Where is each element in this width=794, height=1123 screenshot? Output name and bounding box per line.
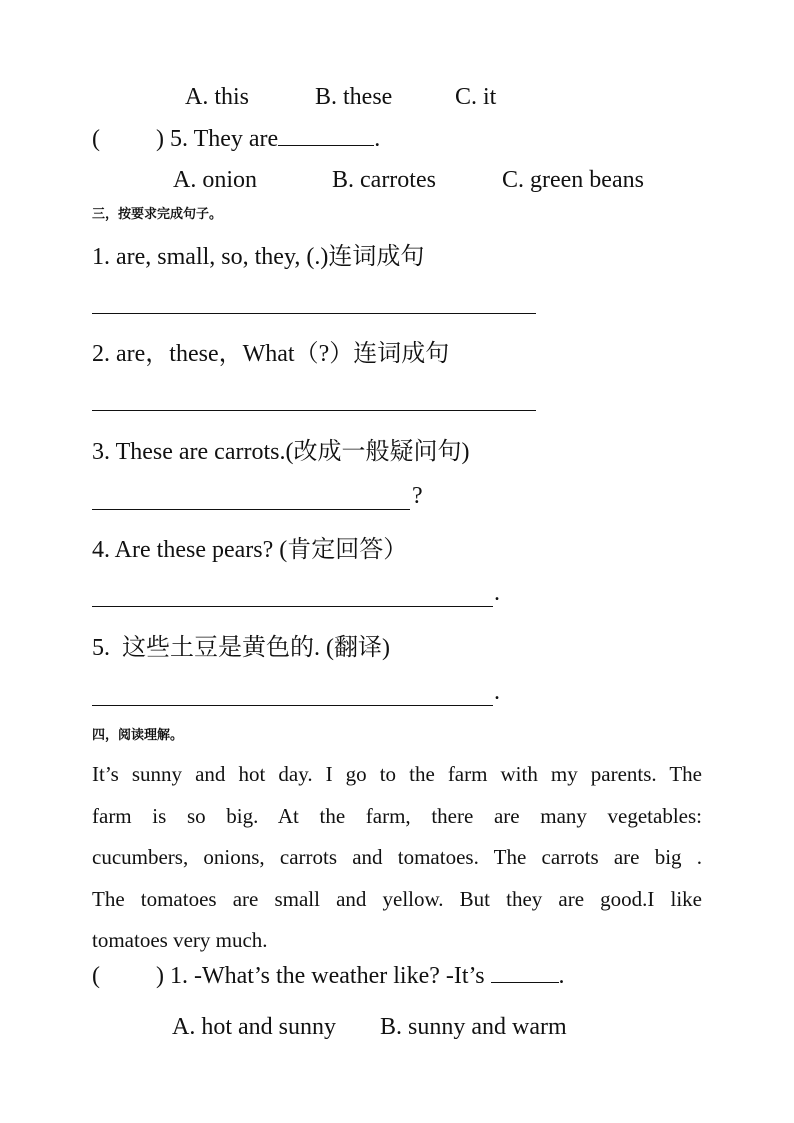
s3-item-5: 5. 这些土豆是黄色的. (翻译) [92, 635, 390, 661]
rq1-option-b: B. sunny and warm [380, 1014, 567, 1040]
q5-paren-close: ) [156, 126, 164, 152]
s3-answer-line-2[interactable] [92, 410, 536, 411]
s3-item-4: 4. Are these pears? (肯定回答） [92, 537, 408, 563]
passage-line: farm is so big. At the farm, there are many vegetables: [92, 803, 702, 828]
s3-item-3: 3. These are carrots.(改成一般疑问句) [92, 439, 470, 465]
s3-answer-line-5[interactable] [92, 705, 493, 706]
rq1-option-a: A. hot and sunny [172, 1014, 336, 1040]
q4-option-b: B. these [315, 84, 393, 110]
s3-answer-line-3[interactable] [92, 509, 410, 510]
q4-option-a: A. this [185, 84, 250, 110]
rq1-answer-blank[interactable] [491, 964, 559, 983]
passage-line: cucumbers, onions, carrots and tomatoes. The carrots are big . [92, 845, 702, 870]
section3-title: 三，按要求完成句子。 [92, 207, 223, 222]
rq1-stem [170, 963, 565, 990]
q5-option-a: A. onion [173, 167, 257, 193]
q5-answer-blank[interactable] [278, 127, 374, 146]
q5-stem [170, 126, 380, 153]
s3-item-3-suffix: ? [412, 483, 423, 509]
q5-option-b: B. carrotes [332, 167, 436, 193]
s3-item-4-suffix: . [494, 580, 500, 606]
s3-item-1: 1. are, small, so, they, (.)连词成句 [92, 244, 425, 270]
q5-paren-open: ( [92, 126, 100, 152]
passage-line: The tomatoes are small and yellow. But they are good.I like [92, 886, 702, 911]
rq1-stem-end: . [558, 963, 565, 989]
passage-line: It’s sunny and hot day. I go to the farm with my parents. The [92, 762, 702, 786]
q5-stem-text: 5. They are [170, 126, 279, 152]
rq1-paren-close: ) [156, 963, 164, 989]
section4-title: 四，阅读理解。 [92, 728, 184, 743]
rq1-stem-text: 1. -What’s the weather like? -It’s [170, 963, 485, 989]
rq1-paren-open: ( [92, 963, 100, 989]
s3-item-2: 2. are，these，What（?）连词成句 [92, 341, 450, 367]
q4-option-c: C. it [455, 84, 497, 110]
reading-passage [92, 754, 702, 962]
s3-answer-line-4[interactable] [92, 606, 493, 607]
s3-item-5-suffix: . [494, 679, 500, 705]
s3-answer-line-1[interactable] [92, 313, 536, 314]
q5-stem-end: . [374, 126, 381, 152]
q5-option-c: C. green beans [502, 167, 644, 193]
passage-line: tomatoes very much. [92, 928, 268, 953]
